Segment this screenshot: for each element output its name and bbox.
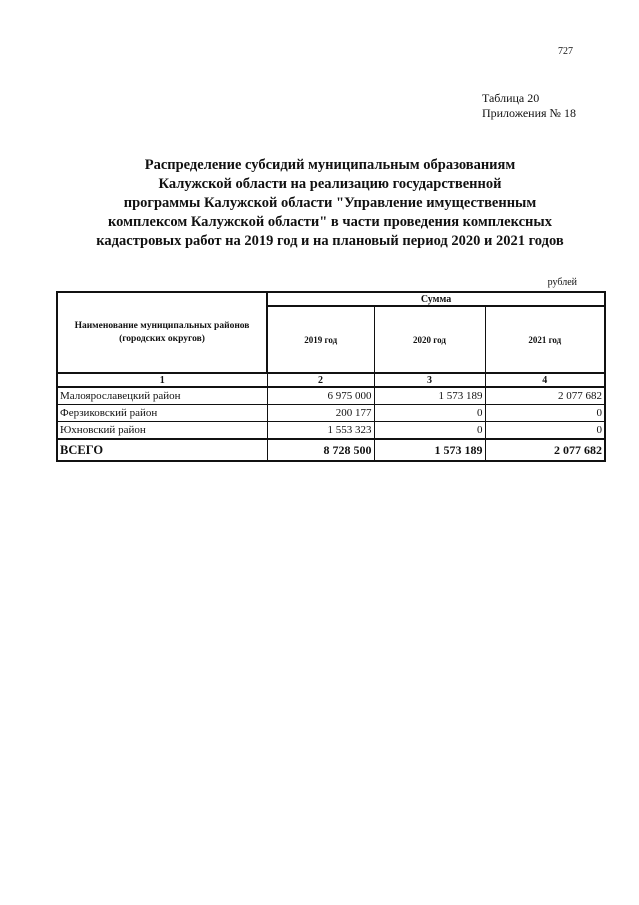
value-2021: 0 bbox=[485, 422, 605, 440]
title-line: программы Калужской области "Управление имущественным bbox=[123, 195, 537, 211]
header-sum: Сумма bbox=[267, 292, 605, 306]
value-2021: 0 bbox=[485, 405, 605, 422]
value-2020: 0 bbox=[374, 405, 485, 422]
value-2019: 200 177 bbox=[267, 405, 374, 422]
column-index: 1 bbox=[57, 373, 267, 387]
appendix-label: Приложения № 18 bbox=[481, 106, 576, 120]
total-label: ВСЕГО bbox=[57, 439, 267, 461]
document-title bbox=[80, 156, 580, 251]
total-2020: 1 573 189 bbox=[374, 439, 485, 461]
value-2020: 0 bbox=[374, 422, 485, 440]
table-row bbox=[57, 422, 605, 440]
district-name: Ферзиковский район bbox=[57, 405, 267, 422]
column-index: 2 bbox=[267, 373, 374, 387]
title-line: Распределение субсидий муниципальным образованиям bbox=[144, 157, 516, 173]
column-index-row bbox=[57, 373, 605, 387]
header-district-name: Наименование муниципальных районов (городских округов) bbox=[57, 292, 267, 373]
units-label: рублей bbox=[547, 277, 577, 288]
value-2021: 2 077 682 bbox=[485, 387, 605, 405]
header-year-2021: 2021 год bbox=[485, 306, 605, 373]
table-row bbox=[57, 387, 605, 405]
table-row bbox=[57, 405, 605, 422]
value-2019: 1 553 323 bbox=[267, 422, 374, 440]
table-label: Таблица 20 bbox=[481, 91, 540, 105]
page-number: 727 bbox=[558, 46, 573, 57]
value-2019: 6 975 000 bbox=[267, 387, 374, 405]
total-2019: 8 728 500 bbox=[267, 439, 374, 461]
district-name: Малоярославецкий район bbox=[57, 387, 267, 405]
value-2020: 1 573 189 bbox=[374, 387, 485, 405]
district-name: Юхновский район bbox=[57, 422, 267, 440]
appendix-reference bbox=[482, 91, 576, 121]
header-year-2020: 2020 год bbox=[374, 306, 485, 373]
column-index: 4 bbox=[485, 373, 605, 387]
title-line: комплексом Калужской области" в части проведения комплексных bbox=[108, 214, 552, 230]
header-year-2019: 2019 год bbox=[267, 306, 374, 373]
subsidy-table bbox=[56, 291, 606, 462]
total-2021: 2 077 682 bbox=[485, 439, 605, 461]
title-line: Калужской области на реализацию государственной bbox=[158, 176, 502, 192]
column-index: 3 bbox=[374, 373, 485, 387]
title-line: кадастровых работ на 2019 год и на плановый период 2020 и 2021 годов bbox=[96, 233, 564, 249]
total-row bbox=[57, 439, 605, 461]
